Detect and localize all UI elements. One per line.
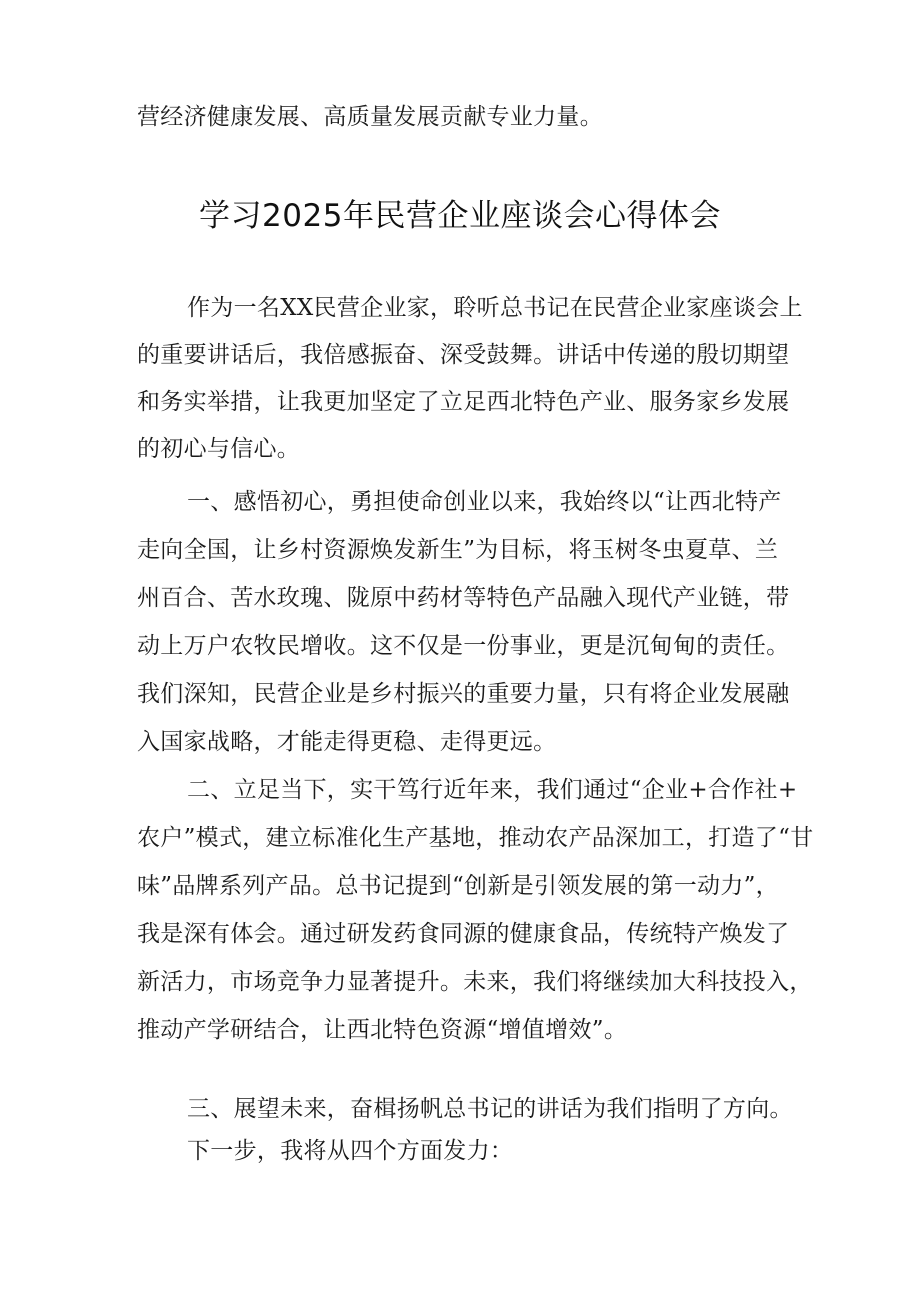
paragraph-3-line-6: 推动产学研结合，让西北特色资源“增值增效”。 [137, 1017, 628, 1043]
paragraph-2-line-5: 我们深知，民营企业是乡村振兴的重要力量，只有将企业发展融 [137, 681, 790, 707]
paragraph-2-line-6: 入国家战略，才能走得更稳、走得更远。 [137, 729, 557, 755]
paragraph-2-line-3: 州百合、苦水玫瑰、陇原中药材等特色产品融入现代产业链，带 [137, 585, 790, 611]
paragraph-3-line-3: 味”品牌系列产品。总书记提到“创新是引领发展的第一动力”， [137, 873, 779, 899]
paragraph-1-line-2: 的重要讲话后，我倍感振奋、深受鼓舞。讲话中传递的殷切期望 [137, 342, 790, 368]
carryover-line: 营经济健康发展、高质量发展贡献专业力量。 [137, 104, 603, 130]
paragraph-2-line-2: 走向全国，让乡村资源焕发新生”为目标，将玉树冬虫夏草、兰 [137, 537, 779, 563]
paragraph-3-line-5: 新活力，市场竞争力显著提升。未来，我们将继续加大科技投入， [137, 969, 813, 995]
paragraph-2-line-1: 一、感悟初心，勇担使命创业以来，我始终以“让西北特产 [187, 489, 782, 515]
paragraph-3-line-4: 我是深有体会。通过研发药食同源的健康食品，传统特产焕发了 [137, 921, 790, 947]
paragraph-1-line-4: 的初心与信心。 [137, 436, 301, 462]
paragraph-4-line-1: 三、展望未来，奋楫扬帆总书记的讲话为我们指明了方向。 [187, 1096, 793, 1122]
paragraph-1-line-1: 作为一名XX民营企业家，聆听总书记在民营企业家座谈会上 [187, 295, 803, 321]
paragraph-3-line-2: 农户”模式，建立标准化生产基地，推动农产品深加工，打造了“甘 [137, 825, 814, 851]
document-title: 学习2025年民营企业座谈会心得体会 [199, 198, 721, 234]
paragraph-2-line-4: 动上万户农牧民增收。这不仅是一份事业，更是沉甸甸的责任。 [137, 633, 790, 659]
paragraph-1-line-3: 和务实举措，让我更加坚定了立足西北特色产业、服务家乡发展 [137, 389, 790, 415]
paragraph-3-line-1: 二、立足当下，实干笃行近年来，我们通过“企业+合作社+ [187, 777, 798, 803]
paragraph-4-line-2: 下一步，我将从四个方面发力： [187, 1138, 514, 1164]
